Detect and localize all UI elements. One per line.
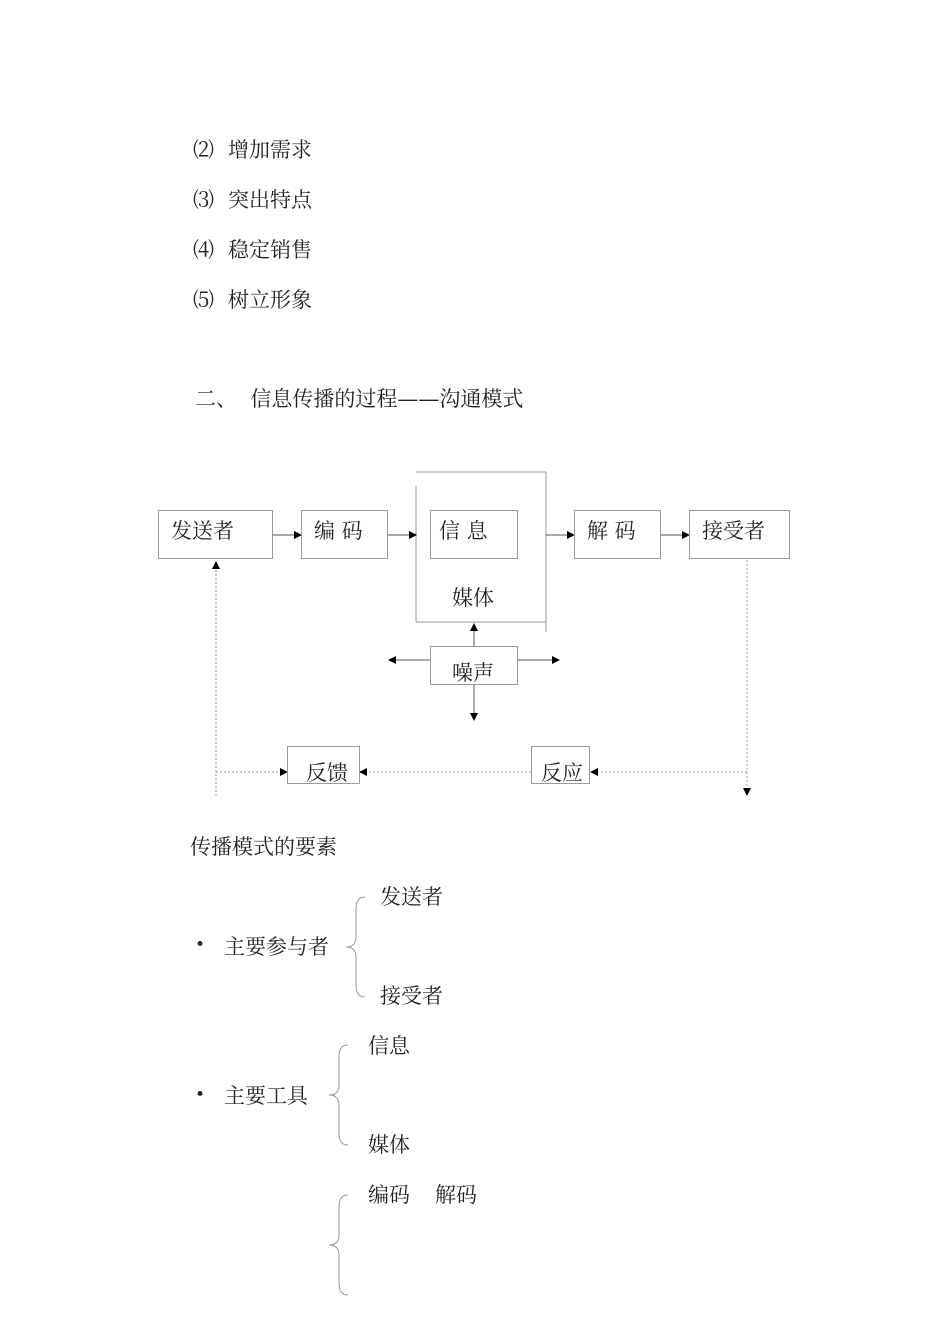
participants-item-receiver: 接受者 — [380, 984, 443, 1008]
response-label: 反应 — [541, 761, 583, 785]
encode-box — [301, 510, 388, 559]
participants-label: 主要参与者 — [224, 935, 329, 959]
tools-brace-icon — [326, 1043, 354, 1147]
bullet-tools: • — [195, 1085, 206, 1105]
section-title: 二、 信息传播的过程——沟通模式 — [195, 387, 524, 411]
elements-title: 传播模式的要素 — [190, 835, 337, 859]
list-item-2-text: 增加需求 — [228, 138, 312, 162]
noise-box — [430, 646, 518, 685]
message-box — [430, 510, 518, 559]
media-label: 媒体 — [452, 586, 494, 610]
response-box — [531, 746, 590, 784]
receiver-box — [689, 510, 790, 559]
tools-item-message: 信息 — [368, 1034, 410, 1058]
functions-item-encode: 编码 — [368, 1183, 410, 1207]
list-item-5-text: 树立形象 — [228, 288, 312, 312]
list-item-4-num: ⑷ — [193, 238, 214, 262]
participants-brace-icon — [340, 895, 370, 999]
list-item-3-num: ⑶ — [193, 188, 214, 212]
functions-item-decode: 解码 — [435, 1183, 477, 1207]
receiver-label: 接受者 — [702, 519, 765, 543]
noise-label: 噪声 — [452, 661, 494, 685]
sender-box — [158, 510, 273, 559]
message-label: 信 息 — [439, 519, 488, 543]
list-item-4-text: 稳定销售 — [228, 238, 312, 262]
feedback-box — [287, 746, 360, 784]
sender-label: 发送者 — [171, 519, 234, 543]
list-item-2-num: ⑵ — [193, 138, 214, 162]
feedback-label: 反馈 — [306, 761, 348, 785]
functions-brace-icon — [326, 1193, 354, 1297]
participants-item-sender: 发送者 — [380, 885, 443, 909]
encode-label: 编 码 — [314, 519, 363, 543]
list-item-3-text: 突出特点 — [228, 188, 312, 212]
tools-item-media: 媒体 — [368, 1133, 410, 1157]
tools-label: 主要工具 — [224, 1084, 308, 1108]
list-item-5-num: ⑸ — [193, 288, 214, 312]
bullet-participants: • — [195, 935, 206, 955]
arrowhead-receiver-down — [743, 788, 751, 796]
decode-label: 解 码 — [587, 519, 636, 543]
decode-box — [574, 510, 661, 559]
